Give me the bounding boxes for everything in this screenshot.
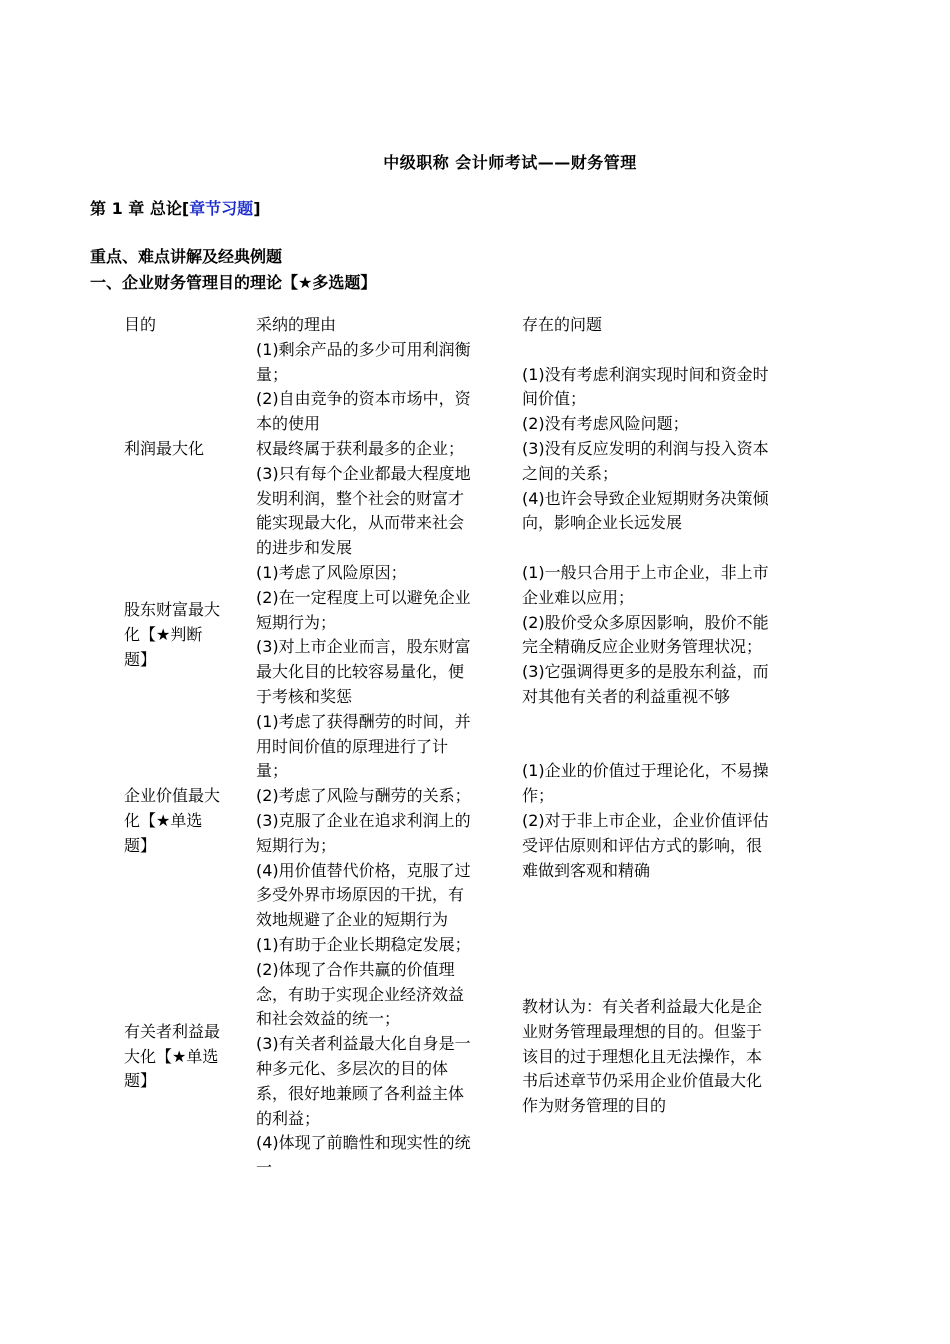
goal-cell-line: 有关者利益最 <box>124 1021 221 1041</box>
reasons-cell-line: (1)考虑了获得酬劳的时间，并 <box>256 711 471 731</box>
reasons-cell-line: 系，很好地兼顾了各利益主体 <box>256 1083 465 1103</box>
problems-cell-line: (3)没有反应发明的利润与投入资本 <box>522 438 769 458</box>
problems-cell-line: 之间的关系； <box>522 463 619 483</box>
problems-cell-line: 书后述章节仍采用企业价值最大化 <box>522 1071 763 1091</box>
table-row <box>124 561 824 710</box>
reasons-cell <box>256 710 522 933</box>
problems-cell-line: (1)没有考虑利润实现时间和资金时 <box>522 364 769 384</box>
reasons-cell <box>256 933 522 1181</box>
reasons-cell-line: (3)只有每个企业都最大程度地 <box>256 463 471 483</box>
goal-cell <box>124 598 256 672</box>
reasons-cell <box>256 561 522 710</box>
problems-cell-line: 作； <box>522 786 555 806</box>
reasons-cell-line: 于考核和奖惩 <box>256 686 353 706</box>
reasons-cell-line: 用时间价值的原理进行了计 <box>256 736 449 756</box>
reasons-cell-line: (2)考虑了风险与酬劳的关系； <box>256 786 471 806</box>
goal-cell: 利润最大化 <box>124 438 205 458</box>
reasons-cell-line: (3)克服了企业在追求利润上的 <box>256 810 471 830</box>
goal-cell-line: 化【★单选 <box>124 810 203 830</box>
goal-cell-line: 题】 <box>124 649 157 669</box>
reasons-cell-line: 的利益； <box>256 1108 321 1128</box>
problems-cell <box>522 561 824 710</box>
problems-cell-line: 业财务管理最理想的目的。但鉴于 <box>522 1021 763 1041</box>
problems-cell-line: (2)没有考虑风险问题； <box>522 414 689 434</box>
goals-table <box>124 313 824 1181</box>
reasons-cell-line: 发明利润，整个社会的财富才 <box>256 488 465 508</box>
subsection-heading: 一、企业财务管理目的理论【★多选题】 <box>90 273 377 292</box>
problems-cell-line: (4)也许会导致企业短期财务决策倾 <box>522 488 769 508</box>
header-problems: 存在的问题 <box>522 315 603 334</box>
reasons-cell-line: 短期行为； <box>256 835 337 855</box>
reasons-cell-line: 效地规避了企业的短期行为 <box>256 910 449 930</box>
chapter-suffix: ] <box>253 199 261 218</box>
reasons-cell-line: (3)有关者利益最大化自身是一 <box>256 1034 471 1054</box>
reasons-cell-line: (1)有助于企业长期稳定发展； <box>256 934 471 954</box>
reasons-cell-line: (2)在一定程度上可以避免企业 <box>256 587 471 607</box>
problems-cell-line: 教材认为：有关者利益最大化是企 <box>522 996 763 1016</box>
reasons-cell-line: (4)用价值替代价格，克服了过 <box>256 860 471 880</box>
problems-cell <box>522 995 824 1119</box>
reasons-cell-line: (2)自由竞争的资本市场中，资 <box>256 389 471 409</box>
problems-cell-line: 受评估原则和评估方式的影响，很 <box>522 835 763 855</box>
table-row <box>124 710 824 933</box>
reasons-cell-line: 权最终属于获利最多的企业； <box>256 438 465 458</box>
reasons-cell-line: (4)体现了前瞻性和现实性的统 <box>256 1133 471 1153</box>
problems-cell-line: 间价值； <box>522 389 587 409</box>
chapter-exercises-link[interactable]: 章节习题 <box>189 199 254 218</box>
problems-cell-line: (3)它强调得更多的是股东利益，而 <box>522 662 769 682</box>
problems-cell-line: (1)一般只合用于上市企业，非上市 <box>522 562 769 582</box>
goal-cell-line: 题】 <box>124 1071 157 1091</box>
reasons-cell-line: 最大化目的比较容易量化，便 <box>256 662 465 682</box>
reasons-cell-line: 量； <box>256 761 289 781</box>
reasons-cell-line: 念，有助于实现企业经济效益 <box>256 984 465 1004</box>
problems-cell-line: (2)对于非上市企业，企业价值评估 <box>522 810 769 830</box>
table-body <box>124 338 824 1181</box>
reasons-cell-line: (1)考虑了风险原因； <box>256 562 407 582</box>
problems-cell-line: 向，影响企业长远发展 <box>522 513 683 533</box>
header-reasons: 采纳的理由 <box>256 315 337 334</box>
reasons-cell-line: 短期行为； <box>256 612 337 632</box>
goal-cell-line: 股东财富最大 <box>124 600 221 620</box>
goal-cell-line: 化【★判断 <box>124 624 203 644</box>
header-goal: 目的 <box>124 315 157 334</box>
problems-cell-line: 作为财务管理的目的 <box>522 1096 667 1116</box>
document-title: 中级职称 会计师考试——财务管理 <box>383 153 637 172</box>
goal-cell-line: 题】 <box>124 835 157 855</box>
table-row <box>124 338 824 561</box>
reasons-cell-line: 量； <box>256 364 289 384</box>
problems-cell-line: (1)企业的价值过于理论化，不易操 <box>522 761 769 781</box>
reasons-cell-line: 的进步和发展 <box>256 538 353 558</box>
reasons-cell-line: (3)对上市企业而言，股东财富 <box>256 637 471 657</box>
reasons-cell <box>256 338 522 561</box>
chapter-heading <box>90 196 261 219</box>
table-header-row <box>124 313 824 338</box>
table-row <box>124 933 824 1181</box>
problems-cell <box>522 759 824 883</box>
problems-cell-line: 完全精确反应企业财务管理状况； <box>522 637 763 657</box>
problems-cell-line: 该目的过于理想化且无法操作，本 <box>522 1046 763 1066</box>
problems-cell-line: 难做到客观和精确 <box>522 860 651 880</box>
reasons-cell-line: 能实现最大化，从而带来社会 <box>256 513 465 533</box>
reasons-cell-line: 种多元化、多层次的目的体 <box>256 1058 449 1078</box>
goal-cell <box>124 784 256 858</box>
problems-cell-line: 对其他有关者的利益重视不够 <box>522 686 731 706</box>
goal-cell-line: 大化【★单选 <box>124 1046 219 1066</box>
problems-cell-line: (2)股价受众多原因影响，股价不能 <box>522 612 769 632</box>
reasons-cell-line: 和社会效益的统一； <box>256 1009 401 1029</box>
goal-cell-line: 企业价值最大 <box>124 786 221 806</box>
reasons-cell-line: 一 <box>256 1158 273 1178</box>
chapter-prefix: 第 1 章 总论[ <box>90 199 190 218</box>
problems-cell-line: 企业难以应用； <box>522 587 635 607</box>
goal-cell <box>124 1020 256 1094</box>
reasons-cell-line: 多受外界市场原因的干扰，有 <box>256 885 465 905</box>
reasons-cell-line: 本的使用 <box>256 414 321 434</box>
section-heading: 重点、难点讲解及经典例题 <box>90 247 283 266</box>
problems-cell <box>522 363 824 537</box>
reasons-cell-line: (2)体现了合作共赢的价值理 <box>256 959 455 979</box>
reasons-cell-line: (1)剩余产品的多少可用利润衡 <box>256 339 471 359</box>
